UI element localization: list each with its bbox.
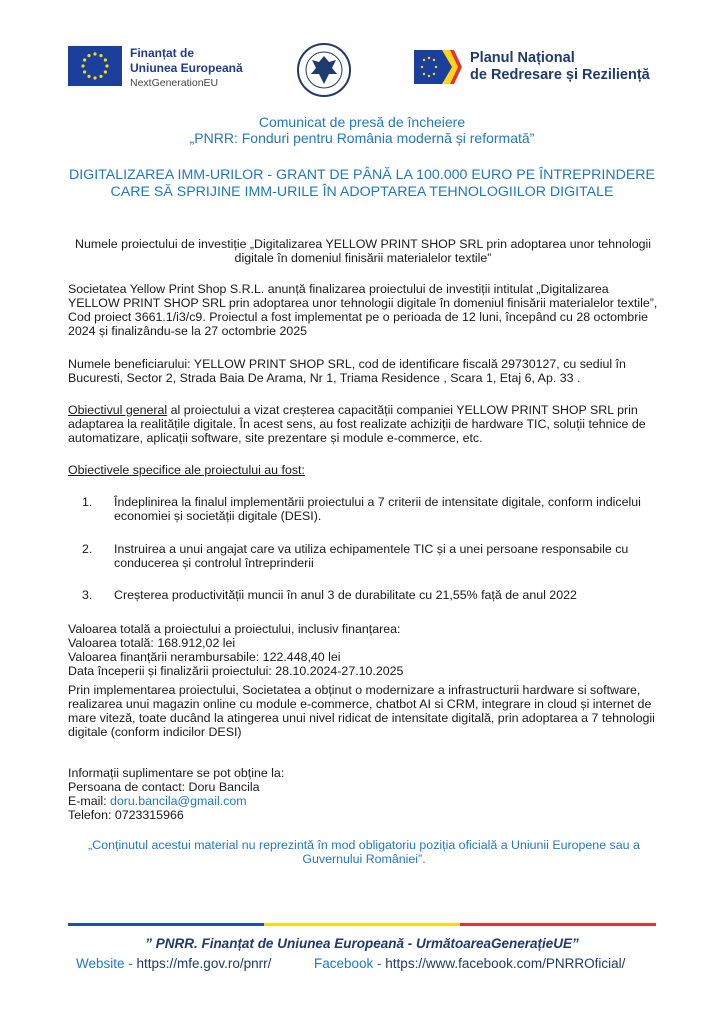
general-objective-paragraph	[68, 403, 658, 445]
contact-block	[68, 766, 658, 822]
footer-bar-blue	[68, 923, 264, 926]
project-name: Numele proiectului de investiție „Digitalizarea YELLOW PRINT SHOP SRL prin adoptarea unor tehnologii digitale în domeniul finisării materialelor textile”	[75, 237, 651, 265]
eu-logo-line1: Finanțat de	[130, 46, 195, 60]
general-objective-text: al proiectului a vizat creșterea capacității companiei YELLOW PRINT SHOP SRL prin adaptarea la realitățile digitale. În acest sens, au fost realizate achiziții de hardware TIC, soluții tehnice de automatizare, aplicații software, site prezentare și module e-commerce, etc.	[68, 403, 646, 445]
eu-logo-line3: NextGenerationEU	[130, 77, 219, 89]
list-item-number: 2.	[82, 542, 93, 556]
contact-phone: Telefon: 0723315966	[68, 808, 184, 822]
list-item-text: Creșterea productivității muncii în anul 3 de durabilitate cu 21,55% față de anul 2022	[114, 588, 577, 602]
footer-color-bar	[68, 923, 656, 926]
values-grant: Valoarea finanțării nerambursabile: 122.448,40 lei	[68, 650, 341, 664]
contact-email-label: E-mail:	[68, 794, 110, 808]
eu-stars-icon	[68, 46, 122, 86]
values-total: Valoarea totală: 168.912,02 lei	[68, 636, 236, 650]
pnrr-logo	[414, 50, 650, 84]
list-item	[68, 588, 658, 602]
list-item-text: Îndeplinirea la finalul implementării proiectului a 7 criterii de intensitate digitale, conform indicelui economiei și societății digitale (DESI).	[114, 495, 641, 523]
website-label: Website -	[76, 956, 137, 971]
list-item-number: 3.	[82, 588, 93, 602]
website-link[interactable]: https://mfe.gov.ro/pnrr/	[136, 956, 272, 971]
values-line1: Valoarea totală a proiectului a proiectului, inclusiv finanțarea:	[68, 622, 401, 636]
press-release-subtitle	[60, 114, 664, 146]
subtitle-line1: Comunicat de presă de încheiere	[258, 114, 466, 130]
results-paragraph: Prin implementarea proiectului, Societatea a obținut o modernizare a infrastructurii hardware si software, realizarea unui magazin online cu module e-commerce, chatbot AI si CRM, integrare in cloud și internet de mare viteză, toate ducând la atingerea unui nivel ridicat de intensitate digitală, prin adoptarea a 7 tehnologii digitale (conform indicilor DESI)	[68, 683, 655, 739]
pnrr-logo-line1: Planul Național	[470, 50, 575, 66]
eu-logo-line2: Uniunea Europeană	[130, 61, 243, 75]
list-item-text: Instruirea a unui angajat care va utiliza echipamentele TIC și a unei persoane responsabile cu conducerea și controlul întreprinderii	[114, 542, 629, 570]
contact-email-row	[68, 794, 658, 808]
contact-intro: Informații suplimentare se pot obține la:	[68, 766, 285, 780]
facebook-label: Facebook -	[314, 956, 386, 971]
subtitle-line2: „PNRR: Fonduri pentru România modernă și reformată”	[189, 130, 535, 146]
list-item	[68, 495, 658, 523]
facebook-row	[314, 956, 625, 971]
pnrr-arrow-icon	[414, 50, 462, 84]
footer-bar-red	[460, 923, 656, 926]
list-item	[68, 542, 658, 570]
specific-objectives-title: Obiectivele specifice ale proiectului au fost:	[68, 463, 305, 477]
announcement-paragraph: Societatea Yellow Print Shop S.R.L. anunță finalizarea proiectului de investiții intitulat „Digitalizarea YELLOW PRINT SHOP SRL prin adoptarea unor tehnologii digitale în domeniul finisării materialelor textile”, Cod proiect 3661.1/i3/c9. Proiectul a fost implementat pe o perioada de 12 luni, începând cu 28 octombrie 2024 și finalizându-se la 27 octombrie 2025	[68, 282, 658, 338]
general-objective-label: Obiectivul general	[68, 403, 168, 417]
facebook-link[interactable]: https://www.facebook.com/PNRROficial/	[385, 956, 626, 971]
pnrr-logo-line2: de Redresare și Reziliență	[470, 67, 650, 83]
project-values	[68, 622, 658, 678]
disclaimer: „Conținutul acestui material nu reprezintă în mod obligatoriu poziția oficială a Uniunii Europene sau a Guvernului României”.	[88, 838, 640, 866]
eu-flag-icon	[68, 46, 122, 86]
footer-links	[76, 956, 676, 971]
values-dates: Data începerii și finalizării proiectului: 28.10.2024-27.10.2025	[68, 664, 404, 678]
contact-email-link[interactable]: doru.bancila@gmail.com	[110, 794, 247, 808]
footer-bar-yellow	[264, 923, 460, 926]
list-item-number: 1.	[82, 495, 93, 509]
footer-tagline: ” PNRR. Finanțat de Uniunea Europeană - UrmătoareaGenerațieUE”	[145, 936, 579, 951]
eu-funding-logo	[68, 46, 243, 91]
romanian-government-seal-icon	[296, 42, 352, 98]
beneficiary-paragraph: Numele beneficiarului: YELLOW PRINT SHOP SRL, cod de identificare fiscală 29730127, cu sediul în Bucuresti, Sector 2, Strada Baia De Arama, Nr 1, Triama Residence , Scara 1, Etaj 6, Ap. 33 .	[68, 357, 626, 385]
contact-person: Persoana de contact: Doru Bancila	[68, 780, 260, 794]
headline: DIGITALIZAREA IMM-URILOR - GRANT DE PÂNĂ LA 100.000 EURO PE ÎNTREPRINDERE CARE SĂ SPRIJINE IMM-URILE ÎN ADOPTAREA TEHNOLOGIILOR DIGITALE	[68, 167, 656, 200]
